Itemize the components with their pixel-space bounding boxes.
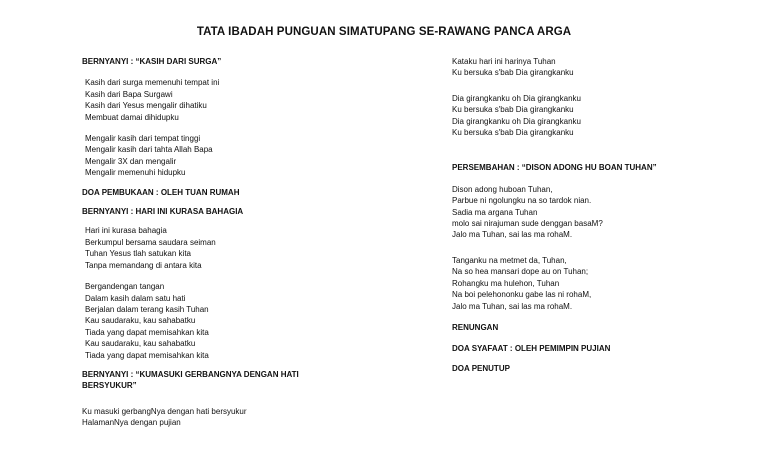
lyric-line: Mengalir memenuhi hidupku — [85, 168, 186, 178]
lyric-line: Tuhan Yesus tlah satukan kita — [85, 249, 191, 259]
heading-doa-syafaat: DOA SYAFAAT : OLEH PEMIMPIN PUJIAN — [452, 344, 611, 354]
lyric-line: Berjalan dalam terang kasih Tuhan — [85, 304, 209, 314]
song-hari-ini-verse-1 — [82, 225, 382, 271]
heading-persembahan: PERSEMBAHAN : “DISON ADONG HU BOAN TUHAN” — [452, 163, 657, 173]
document-title: TATA IBADAH PUNGUAN SIMATUPANG SE-RAWANG PANCA ARGA — [196, 26, 572, 38]
heading-line: BERSYUKUR” — [82, 381, 137, 391]
lyric-line: HalamanNya dengan pujian — [82, 418, 181, 428]
heading-song-kumasuki — [82, 369, 382, 392]
lyric-line: Hari ini kurasa bahagia — [85, 226, 167, 236]
song-kasih-verse-1 — [82, 77, 382, 123]
lyric-line: Tanganku na metmet da, Tuhan, — [452, 255, 567, 265]
lyric-line: Kasih dari surga memenuhi tempat ini — [85, 78, 220, 88]
lyric-line: Parbue ni ngolungku na so tardok nian. — [452, 196, 592, 206]
lyric-line: Ku bersuka s'bab Dia girangkanku — [452, 105, 574, 115]
heading-song-kasih-dari-surga: BERNYANYI : “KASIH DARI SURGA” — [82, 57, 222, 66]
lyric-line: Jalo ma Tuhan, sai las ma rohaM. — [452, 301, 573, 311]
lyric-line: Dalam kasih dalam satu hati — [85, 293, 186, 303]
lyric-line: Kau saudaraku, kau sahabatku — [85, 339, 196, 349]
lyric-line: Mengalir 3X dan mengalir — [85, 156, 177, 166]
lyric-line: Kasih dari Yesus mengalir dihatiku — [85, 101, 207, 111]
heading-renungan: RENUNGAN — [452, 322, 499, 332]
lyric-line: Kau saudaraku, kau sahabatku — [85, 316, 196, 326]
lyric-line: Dia girangkanku oh Dia girangkanku — [452, 93, 581, 103]
lyric-line: Kasih dari Bapa Surgawi — [85, 89, 173, 99]
song-kumasuki-verse-2 — [452, 56, 752, 79]
song-hari-ini-verse-2 — [82, 281, 382, 361]
lyric-line: Mengalir kasih dari tahta Allah Bapa — [85, 145, 213, 155]
song-kumasuki-verse-1 — [82, 406, 382, 429]
heading-doa-penutup: DOA PENUTUP — [452, 363, 510, 373]
song-kasih-verse-2 — [82, 133, 382, 179]
heading-song-hari-ini: BERNYANYI : HARI INI KURASA BAHAGIA — [82, 207, 244, 217]
lyric-line: Ku bersuka s'bab Dia girangkanku — [452, 68, 574, 78]
right-column — [452, 56, 752, 374]
lyric-line: Tanpa memandang di antara kita — [85, 260, 202, 270]
lyric-line: Tiada yang dapat memisahkan kita — [85, 327, 209, 337]
lyric-line: Sadia ma argana Tuhan — [452, 207, 538, 217]
lyric-line: Tiada yang dapat memisahkan kita — [85, 350, 209, 360]
lyric-line: Na boi pelehononku gabe las ni rohaM, — [452, 290, 592, 300]
lyric-line: Membuat damai dihidupku — [85, 112, 179, 122]
lyric-line: Rohangku ma hulehon, Tuhan — [452, 278, 560, 288]
lyric-line: Jalo ma Tuhan, sai las ma rohaM. — [452, 230, 573, 240]
lyric-line: Berkumpul bersama saudara seiman — [85, 237, 216, 247]
lyric-line: Dia girangkanku oh Dia girangkanku — [452, 116, 581, 126]
lyric-line: Mengalir kasih dari tempat tinggi — [85, 134, 201, 144]
lyric-line: Bergandengan tangan — [85, 282, 165, 292]
lyric-line: Na so hea mansari dope au on Tuhan; — [452, 267, 589, 277]
heading-doa-pembukaan: DOA PEMBUKAAN : OLEH TUAN RUMAH — [82, 187, 240, 197]
lyric-line: Ku bersuka s'bab Dia girangkanku — [452, 128, 574, 138]
lyric-line: Dison adong huboan Tuhan, — [452, 184, 553, 194]
song-kumasuki-verse-3 — [452, 93, 752, 139]
song-dison-verse-1 — [452, 184, 752, 241]
lyric-line: molo sai nirajuman sude denggan basaM? — [452, 219, 603, 229]
left-column — [82, 56, 382, 429]
lyric-line: Kataku hari ini harinya Tuhan — [452, 57, 556, 66]
song-dison-verse-2 — [452, 255, 752, 312]
lyric-line: Ku masuki gerbangNya dengan hati bersyukur — [82, 406, 247, 416]
heading-line: BERNYANYI : “KUMASUKI GERBANGNYA DENGAN HATI — [82, 369, 299, 379]
